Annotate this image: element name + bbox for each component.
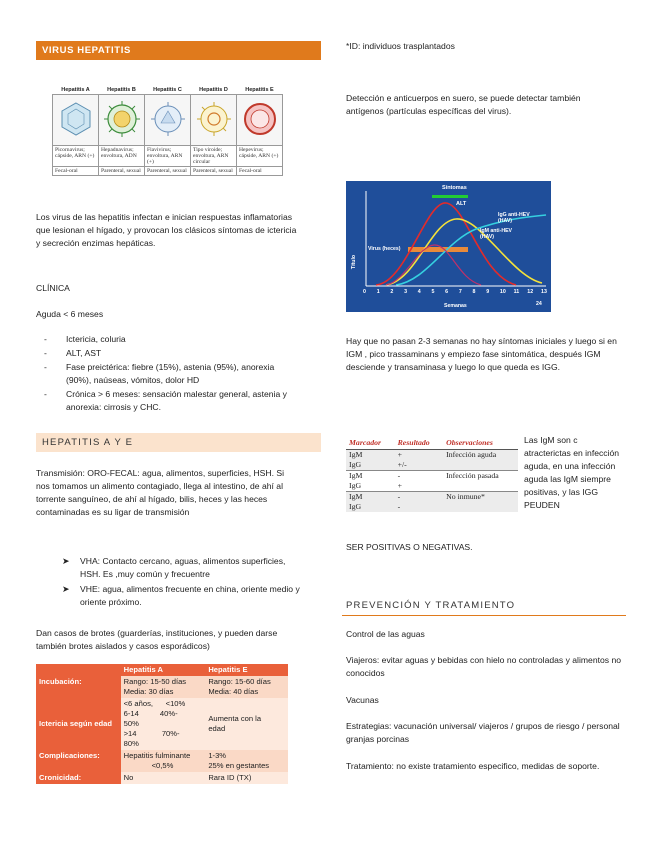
clinica-heading: CLÍNICA (36, 283, 70, 293)
virus-d-illustration (191, 95, 237, 146)
x-tick-label: 3 (404, 289, 408, 295)
table-row: Ictericia según edad <6 años, <10% 6-14 40%- 50% >14 70%- 80% Aumenta con la edad (36, 698, 288, 750)
virus-a-illustration (53, 95, 99, 146)
igm-label: IgM anti-HEV (HAV) (480, 228, 512, 240)
alt-curve (376, 203, 516, 285)
col-header-e: Hepatitis E (205, 664, 288, 676)
virus-col-b: Hepatitis B (107, 87, 136, 93)
x-tick-labels (346, 289, 551, 297)
table-row: IgM + Infección aguda (346, 450, 518, 461)
antibody-chart (346, 181, 551, 312)
section-header-hepatitis-a-e: HEPATITIS A Y E (36, 433, 321, 452)
list-item: - Crónica > 6 meses: sensación malestar general, astenia y anorexia: cirrosis y CHC. (36, 388, 298, 414)
virus-heces-bar (408, 247, 468, 252)
control-line: Control de las aguas (346, 629, 425, 639)
table-row: Incubación: Rango: 15-50 días Media: 30 días Rango: 15-60 días Media: 40 días (36, 676, 288, 698)
x-tick-label: 0 (363, 289, 366, 295)
virus-c-route: Parenteral, sexual (145, 167, 191, 176)
virus-e-type: Hepevirus; cápside, ARN (+) (237, 146, 283, 167)
virus-d-route: Parenteral, sexual (191, 167, 237, 176)
x-tick-label: 6 (445, 289, 449, 295)
table-row: IgG + (349, 481, 402, 490)
x-tick-label: 2 (390, 289, 394, 295)
x-tick-label: 1 (376, 289, 380, 295)
virus-b-illustration (99, 95, 145, 146)
col-observaciones: Observaciones (443, 436, 518, 450)
virus-col-a: Hepatitis A (61, 87, 90, 93)
table-row: Cronicidad: No Rara ID (TX) (36, 772, 288, 784)
x-tick-label: 7 (458, 289, 462, 295)
col-marcador: Marcador (346, 436, 395, 450)
virus-figure (52, 86, 292, 176)
table-corner (36, 664, 121, 676)
virus-b-route: Parenteral, sexual (99, 167, 145, 176)
tratamiento-paragraph: Tratamiento: no existe tratamiento especifico, medidas de soporte. (346, 761, 600, 771)
virus-d-type: Tipo viroide; envoltura, ARN circular (191, 146, 237, 167)
marker-table (346, 436, 518, 512)
section-header-virus-hepatitis: VIRUS HEPATITIS (36, 41, 321, 60)
tick-label-24: 24 (536, 301, 542, 307)
aguda-label: Aguda < 6 meses (36, 309, 104, 319)
list-item: - ALT, AST (36, 347, 298, 360)
x-axis-label: Semanas (444, 303, 467, 309)
x-tick-label: 5 (431, 289, 435, 295)
igg-label: IgG anti-HEV (HAV) (498, 212, 530, 224)
deteccion-paragraph: Detección e anticuerpos en suero, se puede detectar también antígenos (partículas específicas del virus). (346, 93, 581, 116)
x-tick-label: 10 (499, 289, 506, 295)
list-item: ➤ VHE: agua, alimentos frecuente en china, oriente medio y oriente próximo. (62, 584, 300, 607)
table-row: IgG +/- (346, 460, 518, 471)
virus-transmission-list (62, 555, 306, 611)
pasan-paragraph: Hay que no pasan 2-3 semanas no hay síntomas iniciales y luego si en IGM , pico trassaminans y empiezo fase sintomática, después IGM desciende y transaminasa y luego lo que queda es IGG. (346, 336, 617, 372)
sintomas-bar (432, 195, 468, 198)
virus-a-route: Fecal-oral (53, 167, 99, 176)
table-row: IgM - No inmune* (346, 492, 518, 503)
table-row: Complicaciones: Hepatitis fulminante <0,5% 1-3% 25% en gestantes (36, 750, 288, 772)
virus-b-type: Hepadnavirus; envoltura, ADN (99, 146, 145, 167)
igm-side-paragraph: Las IgM son c atracterictas en infección aguda, en una infección aguda las IgM siempre positivas, y las IGG PEUDEN (524, 435, 620, 510)
y-axis-label: Título (351, 254, 358, 270)
virus-col-d: Hepatitis D (199, 87, 228, 93)
arrow-bullet-icon: ➤ (62, 584, 70, 594)
virus-col-e: Hepatitis E (245, 87, 274, 93)
table-row: IgG - (346, 502, 518, 512)
vacunas-line: Vacunas (346, 695, 379, 705)
marker-table-figure (346, 436, 518, 512)
list-item: - Ictericia, coluria (36, 333, 298, 346)
clinica-list (36, 333, 298, 415)
virus-c-type: Flavivirus; envoltura, ARN (+) (145, 146, 191, 167)
virus-c-illustration (145, 95, 191, 146)
x-tick-label: 12 (527, 289, 534, 295)
alt-label: ALT (456, 201, 467, 207)
id-note: *ID: individuos trasplantados (346, 41, 455, 51)
brotes-paragraph: Dan casos de brotes (guarderías, instituciones, y pueden darse también brotes aislados y casos esporádicos) (36, 628, 278, 651)
hepatitis-ae-table (36, 664, 288, 784)
table-row: IgM - Infección pasada (346, 471, 518, 482)
sintomas-label: Síntomas (442, 185, 467, 191)
virus-col-c: Hepatitis C (153, 87, 182, 93)
x-tick-label: 8 (472, 289, 476, 295)
col-header-a: Hepatitis A (121, 664, 206, 676)
igm-end-line: SER POSITIVAS O NEGATIVAS. (346, 542, 473, 552)
virus-a-type: Picornavirus; cápside, ARN (+) (53, 146, 99, 167)
transmision-paragraph: Transmisión: ORO-FECAL: agua, alimentos, superficies, HSH. Si nos tomamos un alimento contagiado, llega al intestino, de ahí al torrente sanguíneo, de ahí al hígado, bilis, heces y las heces contaminadas es su ligar de transmisión (36, 468, 285, 517)
virus-e-route: Fecal-oral (237, 167, 283, 176)
virus-e-illustration (237, 95, 283, 146)
viajeros-paragraph: Viajeros: evitar aguas y bebidas con hielo no controladas y alimentos no conocidos (346, 655, 622, 678)
arrow-bullet-icon: ➤ (62, 556, 70, 566)
virus-table (52, 86, 283, 176)
virus-label: Virus (heces) (368, 246, 401, 252)
col-resultado: Resultado (395, 436, 444, 450)
intro-paragraph: Los virus de las hepatitis infectan e inician respuestas inflamatorias que lesionan el hígado, y provocan los clásicos síntomas de ictericia y secreción enzimas hepáticas. (36, 212, 297, 248)
x-tick-label: 11 (513, 289, 520, 295)
x-tick-label: 9 (486, 289, 490, 295)
x-tick-label: 13 (541, 289, 547, 295)
hepatitis-ae-table-figure (36, 664, 288, 784)
list-item: - Fase preictérica: fiebre (15%), astenia (95%), anorexia (90%), naúseas, vómitos, dolor HD (36, 361, 298, 387)
section-header-prevencion: PREVENCIÓN Y TRATAMIENTO (342, 597, 626, 616)
estrategias-paragraph: Estrategias: vacunación universal/ viajeros / grupos de riesgo / personal granjas porcinas (346, 721, 620, 744)
list-item: ➤ VHA: Contacto cercano, aguas, alimentos superficies, HSH. Es ,muy común y frecuentre (62, 556, 286, 579)
x-tick-label: 4 (417, 289, 421, 295)
